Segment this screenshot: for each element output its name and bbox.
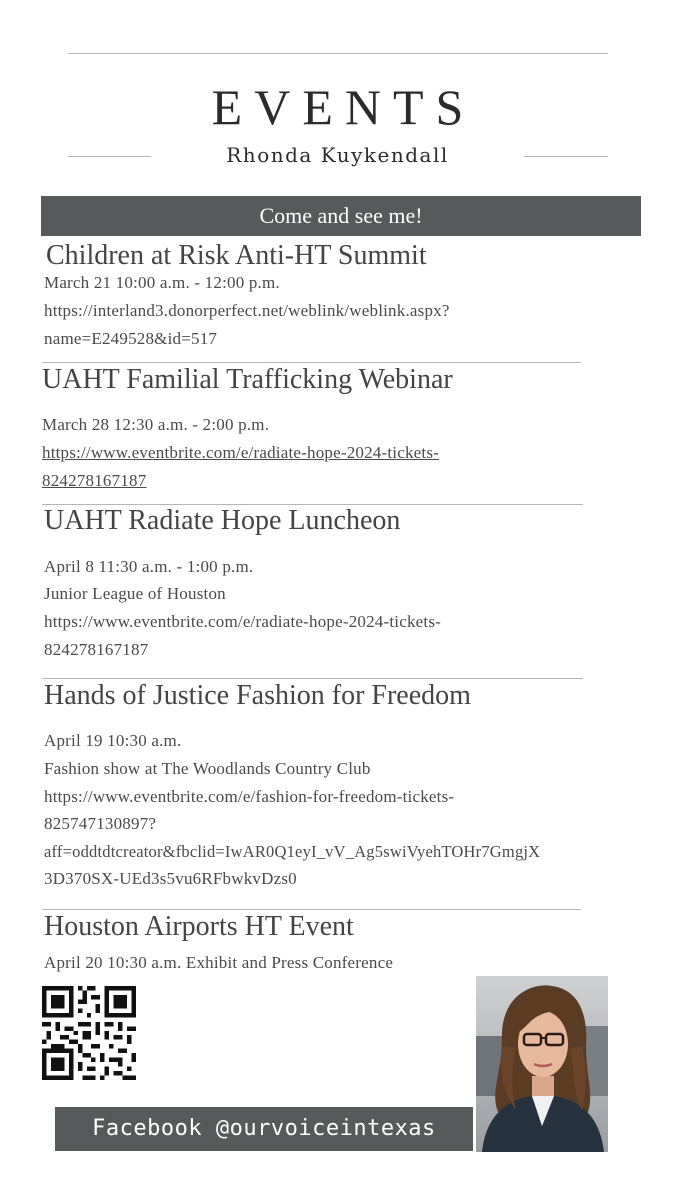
event-link-cont[interactable]: 824278167187	[42, 471, 147, 490]
event-divider	[42, 362, 581, 363]
event-venue: Fashion show at The Woodlands Country Club	[44, 759, 371, 778]
event-link-cont[interactable]: 3D370SX-UEd3s5vu6RFbwkvDzs0	[44, 869, 297, 888]
event-title: UAHT Radiate Hope Luncheon	[44, 505, 401, 536]
event-date: March 21 10:00 a.m. - 12:00 p.m.	[44, 273, 280, 292]
event-link-cont[interactable]: 824278167187	[44, 640, 149, 659]
event-title: Children at Risk Anti-HT Summit	[46, 240, 427, 271]
author-name: Rhonda Kuykendall	[226, 143, 449, 167]
page-title: EVENTS	[211, 79, 476, 135]
event-date: April 8 11:30 a.m. - 1:00 p.m.	[44, 557, 254, 576]
banner: Come and see me!	[41, 196, 641, 236]
event-link-cont[interactable]: aff=oddtdtcreator&fbclid=IwAR0Q1eyI_vV_Ag5swiVyehTOHr7GmgjX	[44, 842, 541, 861]
event-date: March 28 12:30 a.m. - 2:00 p.m.	[42, 415, 270, 434]
event-venue: Junior League of Houston	[44, 584, 226, 603]
profile-photo	[476, 976, 608, 1152]
event-link-cont[interactable]: 825747130897?	[44, 814, 157, 833]
event-link[interactable]: https://www.eventbrite.com/e/radiate-hope-2024-tickets-	[42, 443, 439, 462]
event-divider	[42, 678, 583, 679]
top-divider	[68, 53, 608, 54]
event-title: UAHT Familial Trafficking Webinar	[42, 364, 453, 395]
event-date: April 20 10:30 a.m. Exhibit and Press Conference	[44, 953, 394, 972]
qr-code[interactable]	[42, 986, 136, 1080]
event-title: Hands of Justice Fashion for Freedom	[44, 680, 471, 711]
event-date: April 19 10:30 a.m.	[44, 731, 182, 750]
facebook-handle[interactable]: Facebook @ourvoiceintexas	[55, 1107, 473, 1151]
event-divider	[42, 909, 581, 910]
event-link[interactable]: https://interland3.donorperfect.net/weblink/weblink.aspx?	[44, 301, 450, 320]
event-link[interactable]: https://www.eventbrite.com/e/radiate-hope-2024-tickets-	[44, 612, 441, 631]
event-link-cont[interactable]: name=E249528&id=517	[44, 329, 218, 348]
event-link[interactable]: https://www.eventbrite.com/e/fashion-for-freedom-tickets-	[44, 787, 455, 806]
event-title: Houston Airports HT Event	[44, 911, 354, 942]
